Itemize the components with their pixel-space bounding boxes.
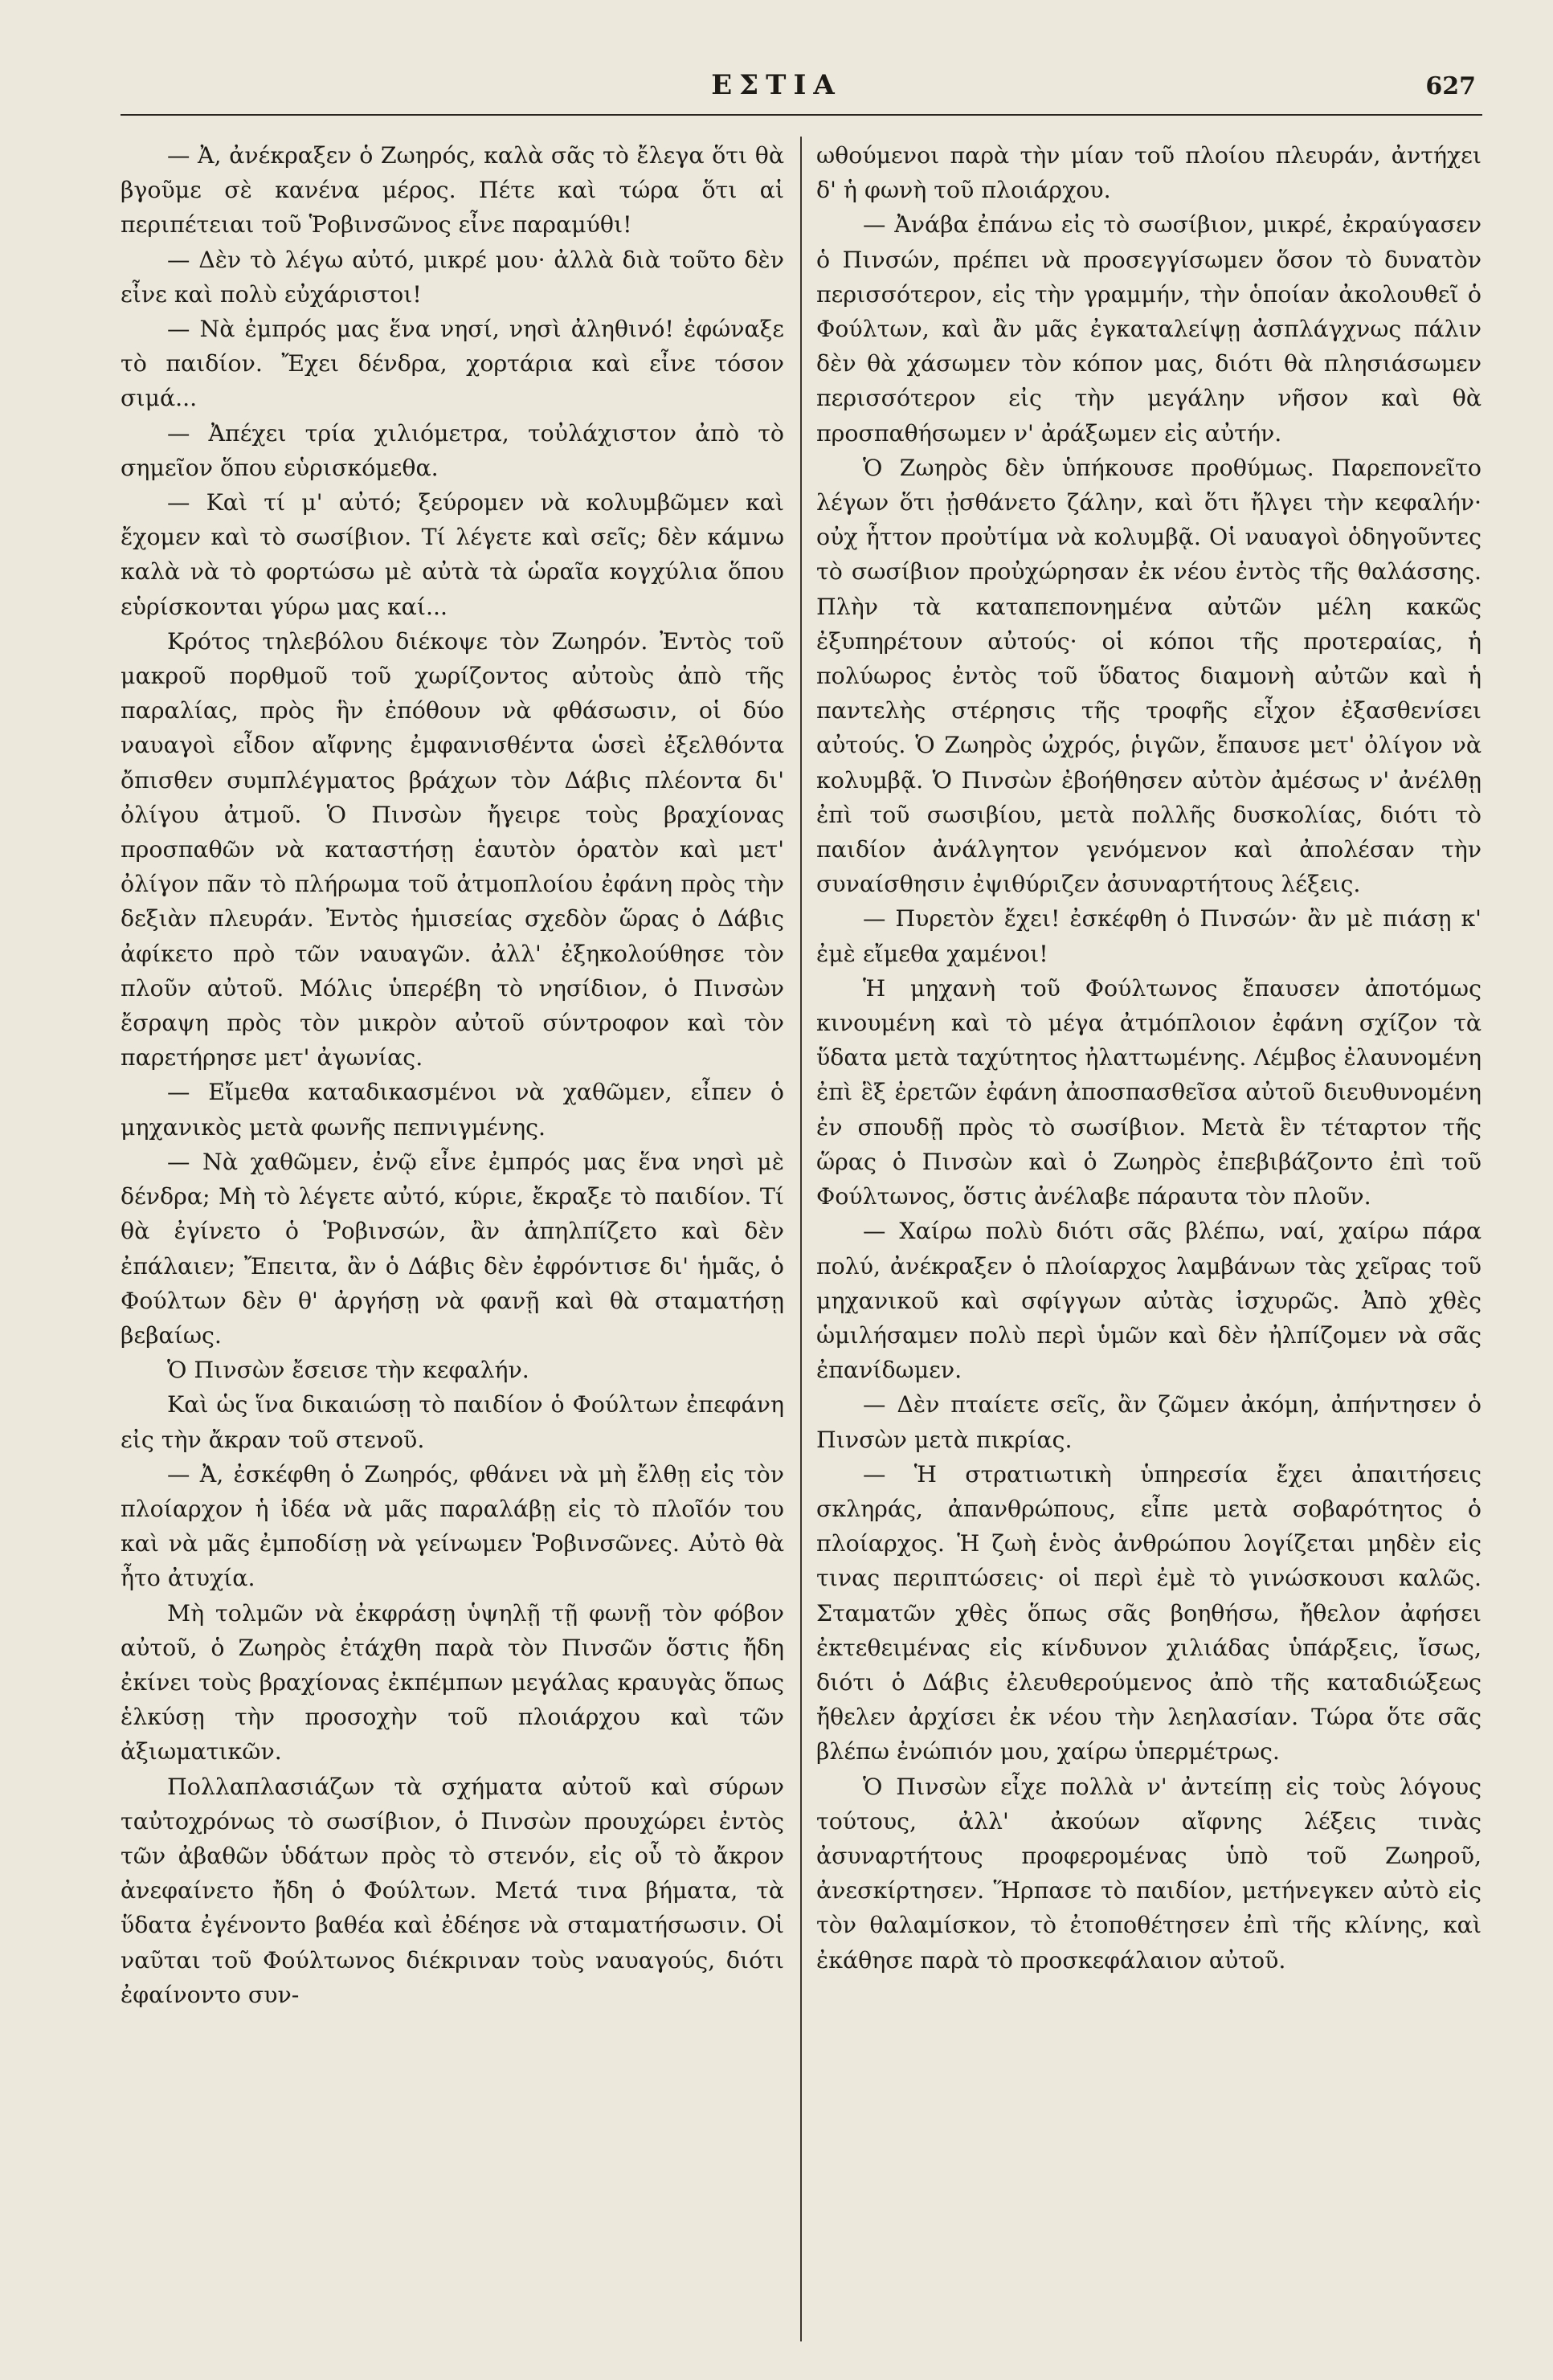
- left-column: [121, 138, 784, 2012]
- paragraph: — Χαίρω πολὺ διότι σᾶς βλέπω, ναί, χαίρω πάρα πολύ, ἀνέκραξεν ὁ πλοίαρχος λαμβάνων τὰς χεῖρας τοῦ μηχανικοῦ καὶ σφίγγων αὐτὰς ἰσχυρῶς. Ἀπὸ χθὲς ὡμιλήσαμεν πολὺ περὶ ὑμῶν καὶ δὲν ἠλπίζομεν νὰ σᾶς ἐπανίδωμεν.: [816, 1218, 1481, 1384]
- column-divider: [800, 137, 802, 2341]
- page-number: 627: [1425, 72, 1476, 100]
- paragraph: Καὶ ὡς ἵνα δικαιώσῃ τὸ παιδίον ὁ Φούλτων ἐπεφάνη εἰς τὴν ἄκραν τοῦ στενοῦ.: [121, 1391, 784, 1453]
- paragraph: — Νὰ ἐμπρός μας ἕνα νησί, νησὶ ἀληθινό! ἐφώναξε τὸ παιδίον. Ἔχει δένδρα, χορτάρια καὶ εἶνε τόσον σιμά...: [121, 316, 784, 412]
- paragraph: — Καὶ τί μ' αὐτό; ξεύρομεν νὰ κολυμβῶμεν καὶ ἔχομεν καὶ τὸ σωσίβιον. Τί λέγετε καὶ σεῖς; δὲν κάμνω καλὰ νὰ τὸ φορτώσω μὲ αὐτὰ τὰ ὡραῖα κογχύλια ὅπου εὑρίσκονται γύρω μας καί...: [121, 489, 784, 620]
- paragraph: — Ἡ στρατιωτικὴ ὑπηρεσία ἔχει ἀπαιτήσεις σκληράς, ἀπανθρώπους, εἶπε μετὰ σοβαρότητος ὁ πλοίαρχος. Ἡ ζωὴ ἑνὸς ἀνθρώπου λογίζεται μηδὲν εἰς τινας περιπτώσεις· οἱ περὶ ἐμὲ τὸ γινώσκουσι καλῶς. Σταματῶν χθὲς ὅπως σᾶς βοηθήσω, ἤθελον ἀφήσει ἐκτεθειμένας εἰς κίνδυνον χιλιάδας ὑπάρξεις, ἴσως, διότι ὁ Δάβις ἐλευθερούμενος ἀπὸ τῆς καταδιώξεως ἤθελεν ἀρχίσει ἐκ νέου τὴν λεηλασίαν. Τώρα ὅτε σᾶς βλέπω ἐνώπιόν μου, χαίρω ὑπερμέτρως.: [816, 1460, 1481, 1766]
- paragraph: — Δὲν πταίετε σεῖς, ἂν ζῶμεν ἀκόμη, ἀπήντησεν ὁ Πινσὼν μετὰ πικρίας.: [816, 1391, 1481, 1453]
- paragraph: Μὴ τολμῶν νὰ ἐκφράσῃ ὑψηλῇ τῇ φωνῇ τὸν φόβον αὐτοῦ, ὁ Ζωηρὸς ἐτάχθη παρὰ τὸν Πινσῶν ὅστις ἤδη ἐκίνει τοὺς βραχίονας ἐκπέμπων μεγάλας κραυγὰς ὅπως ἑλκύσῃ τὴν προσοχὴν τοῦ πλοιάρχου καὶ τῶν ἀξιωματικῶν.: [121, 1599, 784, 1766]
- paragraph: — Ἀ, ἀνέκραξεν ὁ Ζωηρός, καλὰ σᾶς τὸ ἔλεγα ὅτι θὰ βγοῦμε σὲ κανένα μέρος. Πέτε καὶ τώρα ὅτι αἱ περιπέτειαι τοῦ Ῥοβινσῶνος εἶνε παραμύθι!: [121, 142, 784, 239]
- paragraph: — Εἴμεθα καταδικασμένοι νὰ χαθῶμεν, εἶπεν ὁ μηχανικὸς μετὰ φωνῆς πεπνιγμένης.: [121, 1079, 784, 1141]
- paragraph: Κρότος τηλεβόλου διέκοψε τὸν Ζωηρόν. Ἐντὸς τοῦ μακροῦ πορθμοῦ τοῦ χωρίζοντος αὐτοὺς ἀπὸ τῆς παραλίας, πρὸς ἣν ἐπόθουν νὰ φθάσωσιν, οἱ δύο ναυαγοὶ εἶδον αἴφνης ἐμφανισθέντα ὡσεὶ ἐξελθόντα ὄπισθεν συμπλέγματος βράχων τὸν Δάβις πλέοντα δι' ὀλίγου ἀτμοῦ. Ὁ Πινσὼν ἤγειρε τοὺς βραχίονας προσπαθῶν νὰ καταστήσῃ ἑαυτὸν ὁρατὸν καὶ μετ' ὀλίγον πᾶν τὸ πλήρωμα τοῦ ἀτμοπλοίου ἐφάνη πρὸς τὴν δεξιὰν πλευράν. Ἐντὸς ἡμισείας σχεδὸν ὥρας ὁ Δάβις ἀφίκετο πρὸ τῶν ναυαγῶν. ἀλλ' ἐξηκολούθησε τὸν πλοῦν αὐτοῦ. Μόλις ὑπερέβη τὸ νησίδιον, ὁ Πινσὼν ἔσραψη πρὸς τὸν μικρὸν αὐτοῦ σύντροφον καὶ τὸν παρετήρησε μετ' ἀγωνίας.: [121, 627, 784, 1072]
- paragraph: — Ἀπέχει τρία χιλιόμετρα, τοὐλάχιστον ἀπὸ τὸ σημεῖον ὅπου εὑρισκόμεθα.: [121, 419, 784, 481]
- right-column: [816, 138, 1481, 1978]
- paragraph: — Ἀνάβα ἐπάνω εἰς τὸ σωσίβιον, μικρέ, ἐκραύγασεν ὁ Πινσών, πρέπει νὰ προσεγγίσωμεν ὅσον τὸ δυνατὸν περισσότερον, εἰς τὴν γραμμήν, τὴν ὁποίαν ἀκολουθεῖ ὁ Φούλτων, καὶ ἂν μᾶς ἐγκαταλείψῃ ἀσπλάγχνως πάλιν δὲν θὰ χάσωμεν τὸν κόπον μας, διότι θὰ πλησιάσωμεν περισσότερον εἰς τὴν μεγάλην νῆσον καὶ θὰ προσπαθήσωμεν ν' ἀράξωμεν εἰς αὐτήν.: [816, 211, 1481, 447]
- paragraph: Πολλαπλασιάζων τὰ σχήματα αὐτοῦ καὶ σύρων ταὐτοχρόνως τὸ σωσίβιον, ὁ Πινσὼν προυχώρει ἐντὸς τῶν ἀβαθῶν ὑδάτων πρὸς τὸ στενόν, εἰς οὗ τὸ ἄκρον ἀνεφαίνετο ἤδη ὁ Φούλτων. Μετά τινα βήματα, τὰ ὕδατα ἐγένοντο βαθέα καὶ ἐδέησε νὰ σταματήσωσιν. Οἱ ναῦται τοῦ Φούλτωνος διέκριναν τοὺς ναυαγούς, διότι ἐφαίνοντο συν-: [121, 1773, 784, 2008]
- paragraph: Ἡ μηχανὴ τοῦ Φούλτωνος ἔπαυσεν ἀποτόμως κινουμένη καὶ τὸ μέγα ἀτμόπλοιον ἐφάνη σχίζον τὰ ὕδατα μετὰ ταχύτητος ἠλαττωμένης. Λέμβος ἐλαυνομένη ἐπὶ ἓξ ἐρετῶν ἐφάνη ἀποσπασθεῖσα αὐτοῦ διευθυνομένη ἐν σπουδῇ πρὸς τὸ σωσίβιον. Μετὰ ἓν τέταρτον τῆς ὥρας ὁ Πινσὼν καὶ ὁ Ζωηρὸς ἐπεβιβάζοντο ἐπὶ τοῦ Φούλτωνος, ὅστις ἀνέλαβε πάραυτα τὸν πλοῦν.: [816, 974, 1481, 1210]
- paragraph: — Πυρετὸν ἔχει! ἐσκέφθη ὁ Πινσών· ἂν μὲ πιάσῃ κ' ἐμὲ εἴμεθα χαμένοι!: [816, 905, 1481, 967]
- paragraph: Ὁ Πινσὼν εἶχε πολλὰ ν' ἀντείπῃ εἰς τοὺς λόγους τούτους, ἀλλ' ἀκούων αἴφνης λέξεις τινὰς ἀσυναρτήτους προφερομένας ὑπὸ τοῦ Ζωηροῦ, ἀνεσκίρτησεν. Ἥρπασε τὸ παιδίον, μετήνεγκεν αὐτὸ εἰς τὸν θαλαμίσκον, τὸ ἐτοποθέτησεν ἐπὶ τῆς κλίνης, καὶ ἐκάθησε παρὰ τὸ προσκεφάλαιον αὐτοῦ.: [816, 1773, 1481, 1974]
- paragraph: — Νὰ χαθῶμεν, ἐνῷ εἶνε ἐμπρός μας ἕνα νησὶ μὲ δένδρα; Μὴ τὸ λέγετε αὐτό, κύριε, ἔκραξε τὸ παιδίον. Τί θὰ ἐγίνετο ὁ Ῥοβινσών, ἂν ἀπηλπίζετο καὶ δὲν ἐπάλαιεν; Ἔπειτα, ἂν ὁ Δάβις δὲν ἐφρόντισε δι' ἡμᾶς, ὁ Φούλτων δὲν θ' ἀργήσῃ νὰ φανῇ καὶ θὰ σταματήσῃ βεβαίως.: [121, 1148, 784, 1349]
- paragraph: Ὁ Ζωηρὸς δὲν ὑπήκουσε προθύμως. Παρεπονεῖτο λέγων ὅτι ᾐσθάνετο ζάλην, καὶ ὅτι ἤλγει τὴν κεφαλήν· οὐχ ἧττον προὐτίμα νὰ κολυμβᾷ. Οἱ ναυαγοὶ ὁδηγοῦντες τὸ σωσίβιον προὐχώρησαν ἐκ νέου ἐντὸς τῆς θαλάσσης. Πλὴν τὰ καταπεπονημένα αὐτῶν μέλη κακῶς ἐξυπηρέτουν αὐτούς· οἱ κόποι τῆς προτεραίας, ἡ πολύωρος ἐντὸς τοῦ ὕδατος διαμονὴ αὐτῶν καὶ ἡ παντελὴς στέρησις τῆς τροφῆς εἶχον ἐξασθενίσει αὐτούς. Ὁ Ζωηρὸς ὠχρός, ῥιγῶν, ἔπαυσε μετ' ὀλίγον νὰ κολυμβᾷ. Ὁ Πινσὼν ἐβοήθησεν αὐτὸν ἀμέσως ν' ἀνέλθῃ ἐπὶ τοῦ σωσιβίου, μετὰ πολλῆς δυσκολίας, διότι τὸ παιδίον ἀνάλγητον γενόμενον καὶ ἀπολέσαν τὴν συναίσθησιν ἐψιθύριζεν ἀσυναρτήτους λέξεις.: [816, 454, 1481, 898]
- paragraph: — Δὲν τὸ λέγω αὐτό, μικρέ μου· ἀλλὰ διὰ τοῦτο δὲν εἶνε καὶ πολὺ εὐχάριστοι!: [121, 246, 784, 308]
- running-head: [0, 69, 1553, 117]
- journal-title: ΕΣΤΙΑ: [711, 69, 842, 101]
- paragraph: Ὁ Πινσὼν ἔσεισε τὴν κεφαλήν.: [167, 1357, 529, 1384]
- header-rule: [121, 114, 1482, 116]
- paragraph: — Ἀ, ἐσκέφθη ὁ Ζωηρός, φθάνει νὰ μὴ ἔλθῃ εἰς τὸν πλοίαρχον ἡ ἰδέα νὰ μᾶς παραλάβῃ εἰς τὸ πλοῖόν του καὶ νὰ μᾶς ἐμποδίσῃ νὰ γείνωμεν Ῥοβινσῶνες. Αὐτὸ θὰ ἦτο ἀτυχία.: [121, 1460, 784, 1592]
- paragraph-continuation: ωθούμενοι παρὰ τὴν μίαν τοῦ πλοίου πλευράν, ἀντήχει δ' ἡ φωνὴ τοῦ πλοιάρχου.: [816, 142, 1481, 204]
